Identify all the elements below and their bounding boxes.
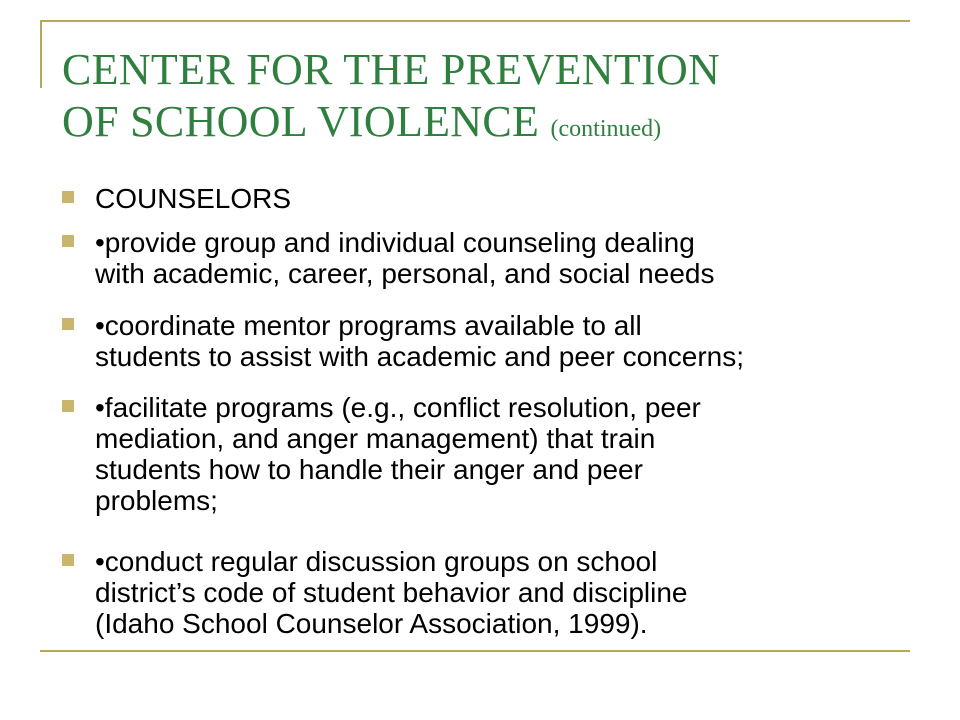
square-bullet-icon xyxy=(62,318,74,330)
square-bullet-icon xyxy=(62,554,74,566)
bullet-line: students how to handle their anger and peer xyxy=(95,454,643,485)
square-bullet-icon xyxy=(62,400,74,412)
bullet-text xyxy=(95,183,905,214)
bullet-line: problems; xyxy=(95,485,218,516)
bullet-line: mediation, and anger management) that train xyxy=(95,423,656,454)
square-bullet-icon xyxy=(62,235,74,247)
bullet-text xyxy=(95,546,905,639)
bullet-text xyxy=(95,392,905,516)
bullet-line: •conduct regular discussion groups on school xyxy=(95,546,658,577)
bullet-line: district’s code of student behavior and discipline xyxy=(95,577,688,608)
bullet-line: •facilitate programs (e.g., conflict resolution, peer xyxy=(95,392,701,423)
bullet-text xyxy=(95,310,905,372)
square-bullet-icon xyxy=(62,191,74,203)
bullet-line: students to assist with academic and peer concerns; xyxy=(95,341,745,372)
bottom-divider xyxy=(40,650,910,652)
bullet-text xyxy=(95,227,905,289)
bullet-line: •provide group and individual counseling dealing xyxy=(95,227,695,258)
bullet-line: •coordinate mentor programs available to all xyxy=(95,310,642,341)
bullet-line: with academic, career, personal, and social needs xyxy=(95,258,715,289)
bullet-line: (Idaho School Counselor Association, 1999). xyxy=(95,608,648,639)
title-text: OF SCHOOL VIOLENCE xyxy=(62,97,540,146)
bullet-line: COUNSELORS xyxy=(95,183,292,214)
title-line: CENTER FOR THE PREVENTION xyxy=(62,45,721,94)
title-suffix: (continued) xyxy=(550,116,662,142)
